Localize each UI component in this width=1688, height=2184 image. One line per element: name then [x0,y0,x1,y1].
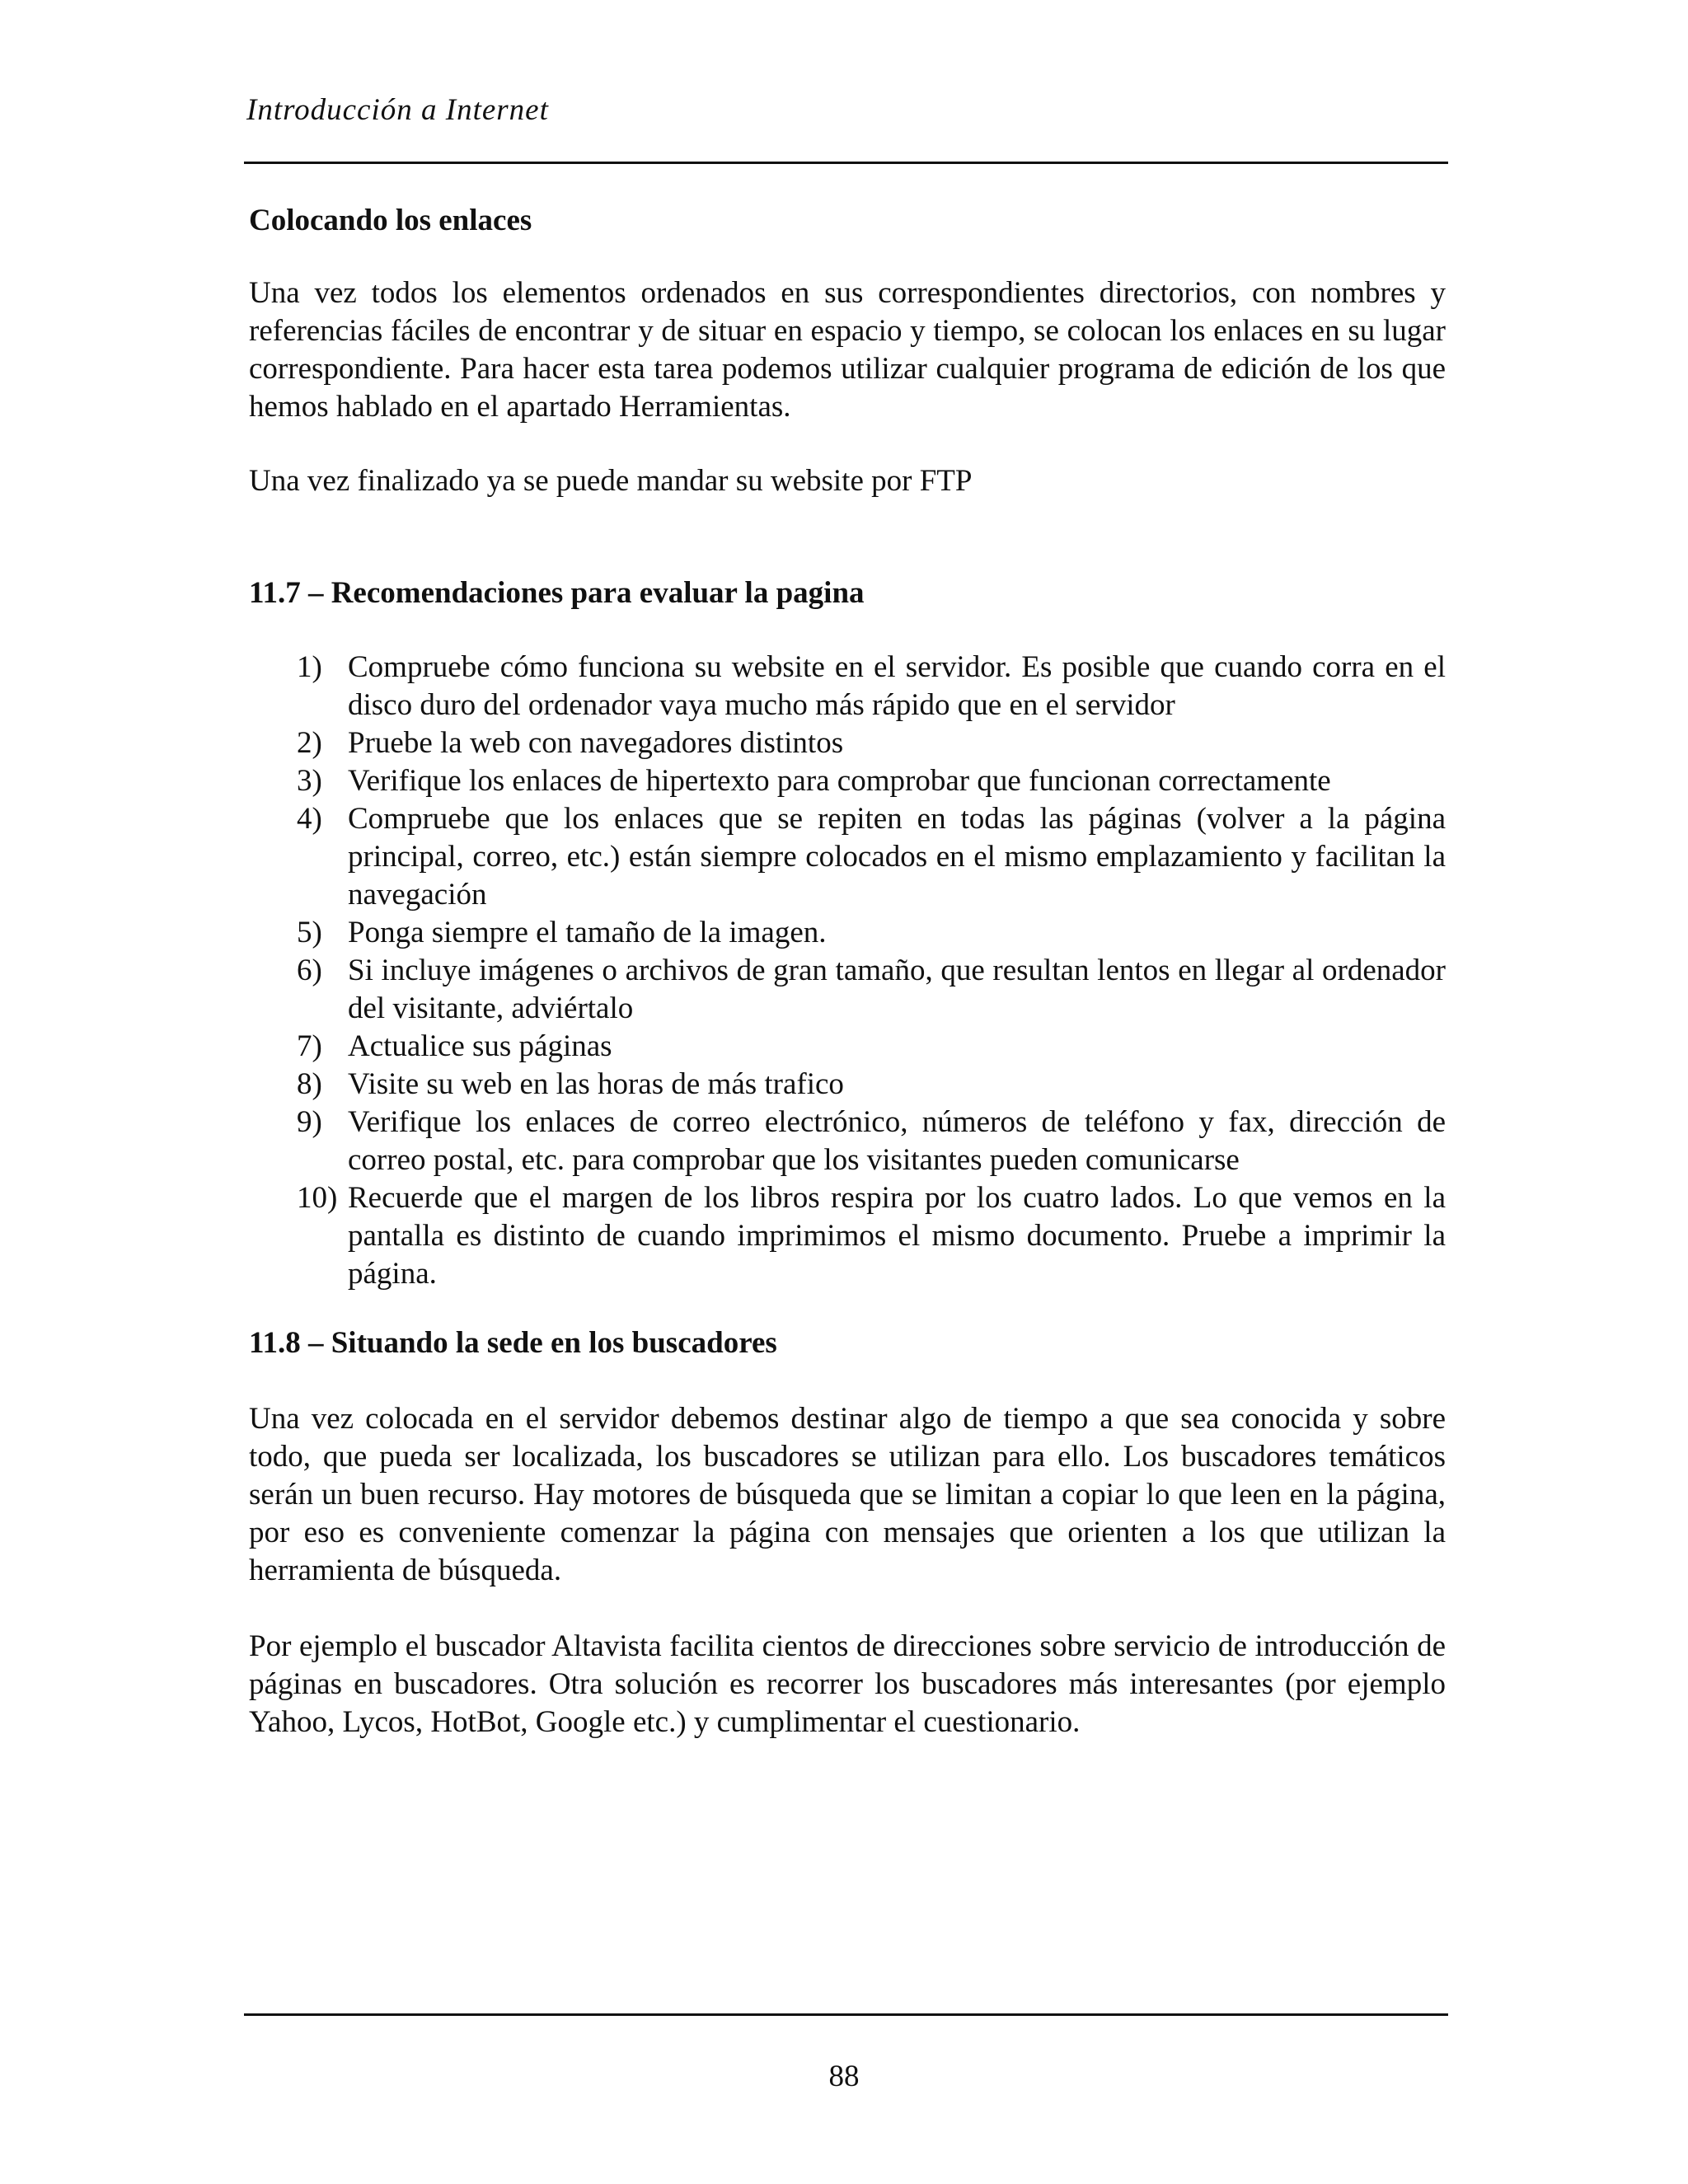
list-item [297,1179,1446,1293]
list-item [297,724,1446,762]
recommendations-list [249,649,1446,1293]
page-body [249,202,1446,1741]
list-item-number: 4) [297,802,322,836]
list-item [297,1104,1446,1179]
paragraph-enlaces-2: Una vez finalizado ya se puede mandar su website por FTP [249,464,973,498]
list-item-number: 6) [297,954,322,987]
footer-rule [244,2013,1448,2016]
list-item-number: 1) [297,650,322,684]
list-item [297,1066,1446,1104]
list-item [297,649,1446,724]
list-item-text: Si incluye imágenes o archivos de gran tamaño, que resultan lentos en llegar al ordenador del visitante, adviértalo [348,954,1446,1025]
section-heading-enlaces: Colocando los enlaces [249,204,532,237]
list-item [297,762,1446,800]
list-item-number: 5) [297,916,322,949]
list-item-number: 3) [297,764,322,798]
list-item [297,1028,1446,1066]
list-item [297,800,1446,914]
list-item-number: 9) [297,1105,322,1139]
list-item-text: Pruebe la web con navegadores distintos [348,726,844,760]
page-number: 88 [828,2060,860,2093]
list-item-text: Visite su web en las horas de más trafico [348,1067,844,1101]
list-item-text: Ponga siempre el tamaño de la imagen. [348,916,827,949]
list-item [297,952,1446,1028]
list-item-text: Compruebe que los enlaces que se repiten en todas las páginas (volver a la página principal, correo, etc.) están siempre colocados en el mismo emplazamiento y facilitan la navegación [348,802,1446,912]
list-item-text: Compruebe cómo funciona su website en el servidor. Es posible que cuando corra en el disco duro del ordenador vaya mucho más rápido que en el servidor [348,650,1446,722]
paragraph-buscadores-1: Una vez colocada en el servidor debemos destinar algo de tiempo a que sea conocida y sobre todo, que pueda ser localizada, los buscadores se utilizan para ello. Los buscadores temáticos serán un buen recurso. Hay motores de búsqueda que se limitan a copiar lo que leen en la página, por eso es conveniente comenzar la página con mensajes que orienten a los que utilizan la herramienta de búsqueda. [249,1402,1446,1587]
paragraph-buscadores-2: Por ejemplo el buscador Altavista facilita cientos de direcciones sobre servicio de introducción de páginas en buscadores. Otra solución es recorrer los buscadores más interesantes (por ejemplo Yahoo, Lycos, HotBot, Google etc.) y cumplimentar el cuestionario. [249,1629,1446,1739]
list-item-number: 10) [297,1181,338,1215]
list-item-text: Recuerde que el margen de los libros respira por los cuatro lados. Lo que vemos en la pantalla es distinto de cuando imprimimos el mismo documento. Pruebe a imprimir la página. [348,1181,1446,1291]
list-item-text: Actualice sus páginas [348,1029,612,1063]
list-item-number: 7) [297,1029,322,1063]
list-item [297,914,1446,952]
list-item-number: 8) [297,1067,322,1101]
list-item-number: 2) [297,726,322,760]
list-item-text: Verifique los enlaces de hipertexto para comprobar que funcionan correctamente [348,764,1331,798]
list-item-text: Verifique los enlaces de correo electrónico, números de teléfono y fax, dirección de correo postal, etc. para comprobar que los visitantes pueden comunicarse [348,1105,1446,1177]
paragraph-enlaces-1: Una vez todos los elementos ordenados en sus correspondientes directorios, con nombres y referencias fáciles de encontrar y de situar en espacio y tiempo, se colocan los enlaces en su lugar correspondiente. Para hacer esta tarea podemos utilizar cualquier programa de edición de los que hemos hablado en el apartado Herramientas. [249,276,1446,424]
section-heading-recomendaciones: 11.7 – Recomendaciones para evaluar la pagina [249,576,865,610]
section-heading-buscadores: 11.8 – Situando la sede en los buscadores [249,1326,777,1360]
header-rule [244,162,1448,164]
running-header: Introducción a Internet [246,93,549,127]
